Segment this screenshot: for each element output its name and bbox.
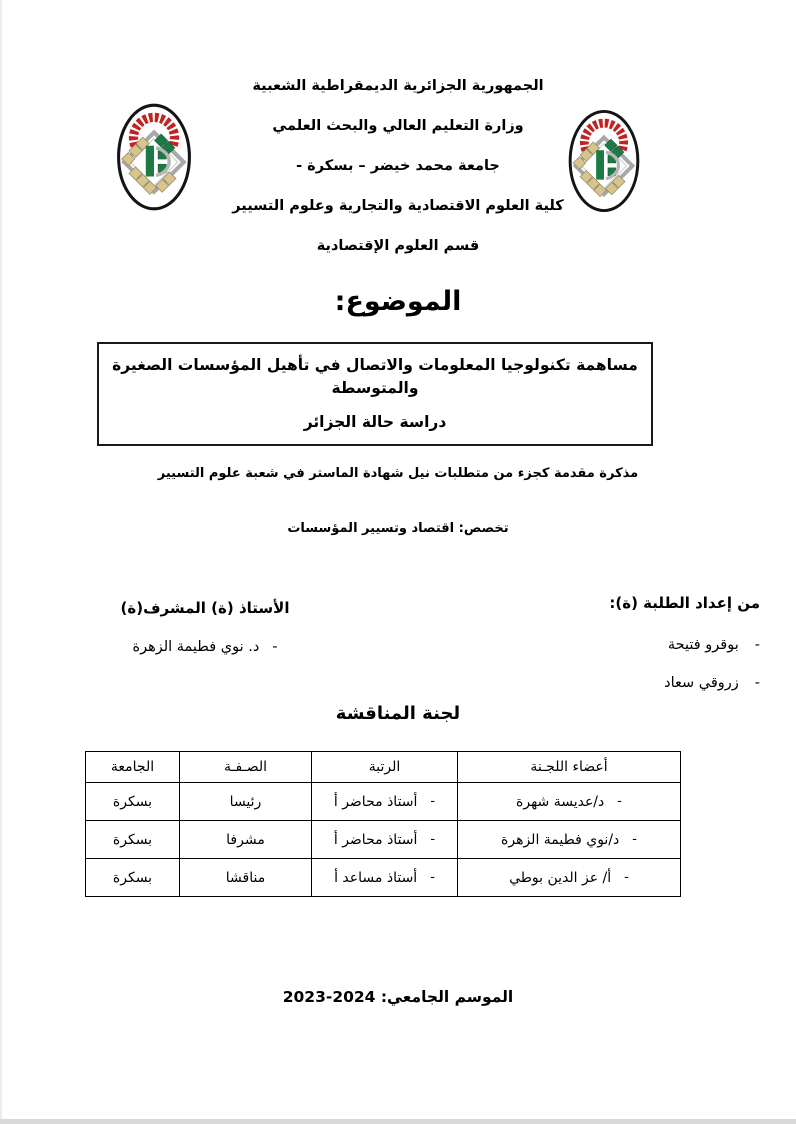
supervisor-item xyxy=(110,639,300,655)
col-rank: الرتبة xyxy=(312,752,458,783)
students-block xyxy=(609,594,760,702)
member-rank: أستاذ مساعد أ xyxy=(334,869,418,886)
supervisor-block xyxy=(110,599,300,655)
academic-year: الموسم الجامعي: 2024-2023 xyxy=(282,988,514,1006)
page-edge-left xyxy=(0,0,2,1124)
dash: - xyxy=(430,794,436,810)
dash: - xyxy=(272,639,278,655)
student-item xyxy=(609,626,760,664)
dash: - xyxy=(754,637,760,653)
col-role: الصـفـة xyxy=(180,752,312,783)
committee-table xyxy=(85,751,681,897)
faculty-line: كلية العلوم الاقتصادية والتجارية وعلوم التسيير xyxy=(232,198,564,214)
committee-row xyxy=(86,821,681,859)
university-cell: بسكرة xyxy=(86,859,180,897)
students-heading: من إعداد الطلبة (ة): xyxy=(609,594,760,612)
page-edge-bottom xyxy=(0,1119,796,1124)
dash: - xyxy=(617,794,622,810)
rank-cell xyxy=(312,821,458,859)
member-rank: أستاذ محاضر أ xyxy=(333,831,418,848)
member-cell xyxy=(458,859,681,897)
thesis-requirement-note: مذكرة مقدمة كجزء من متطلبات نيل شهادة الماستر في شعبة علوم التسيير xyxy=(157,466,639,481)
university-logo-icon xyxy=(115,101,193,213)
republic-line: الجمهورية الجزائرية الديمقراطية الشعبية xyxy=(252,78,544,94)
department-line: قسم العلوم الإقتصادية xyxy=(316,238,480,254)
member-rank: أستاذ محاضر أ xyxy=(333,793,418,810)
role-cell: مشرفا xyxy=(180,821,312,859)
subject-label: الموضوع: xyxy=(334,286,462,317)
dash: - xyxy=(430,870,435,886)
rank-cell xyxy=(312,783,458,821)
university-cell: بسكرة xyxy=(86,821,180,859)
col-university: الجامعة xyxy=(86,752,180,783)
university-cell: بسكرة xyxy=(86,783,180,821)
role-cell: رئيسا xyxy=(180,783,312,821)
student-item xyxy=(609,664,760,702)
student-name: زروقي سعاد xyxy=(664,675,739,691)
dash: - xyxy=(632,832,637,848)
committee-header-row xyxy=(86,752,681,783)
supervisor-heading: الأستاذ (ة) المشرف(ة) xyxy=(120,599,290,617)
role-cell: مناقشا xyxy=(180,859,312,897)
rank-cell xyxy=(312,859,458,897)
dash: - xyxy=(754,675,760,691)
specialty-line: تخصص: اقتصاد وتسيير المؤسسات xyxy=(287,521,509,536)
committee-row xyxy=(86,783,681,821)
dash: - xyxy=(430,832,436,848)
member-cell xyxy=(458,821,681,859)
student-name: بوقرو فتيحة xyxy=(667,637,739,653)
committee-row xyxy=(86,859,681,897)
thesis-title-box xyxy=(97,342,653,446)
thesis-title-line1: مساهمة تكنولوجيا المعلومات والاتصال في تأهيل المؤسسات الصغيرة والمتوسطة xyxy=(112,356,638,398)
committee-heading: لجنة المناقشة xyxy=(335,703,461,724)
university-line: جامعة محمد خيضر – بسكرة - xyxy=(296,158,500,174)
ministry-line: وزارة التعليم العالي والبحث العلمي xyxy=(272,118,524,134)
member-name: د/نوي فطيمة الزهرة xyxy=(501,831,620,848)
member-name: د/عديسة شهرة xyxy=(516,793,605,810)
dash: - xyxy=(624,870,629,886)
students-list xyxy=(609,626,760,702)
university-logo-icon xyxy=(564,109,644,213)
member-cell xyxy=(458,783,681,821)
col-members: أعضاء اللجـنة xyxy=(458,752,681,783)
thesis-title-line2: دراسة حالة الجزائر xyxy=(303,412,447,431)
member-name: أ/ عز الدين بوطي xyxy=(509,869,612,886)
supervisor-name: د. نوي فطيمة الزهرة xyxy=(132,639,260,655)
